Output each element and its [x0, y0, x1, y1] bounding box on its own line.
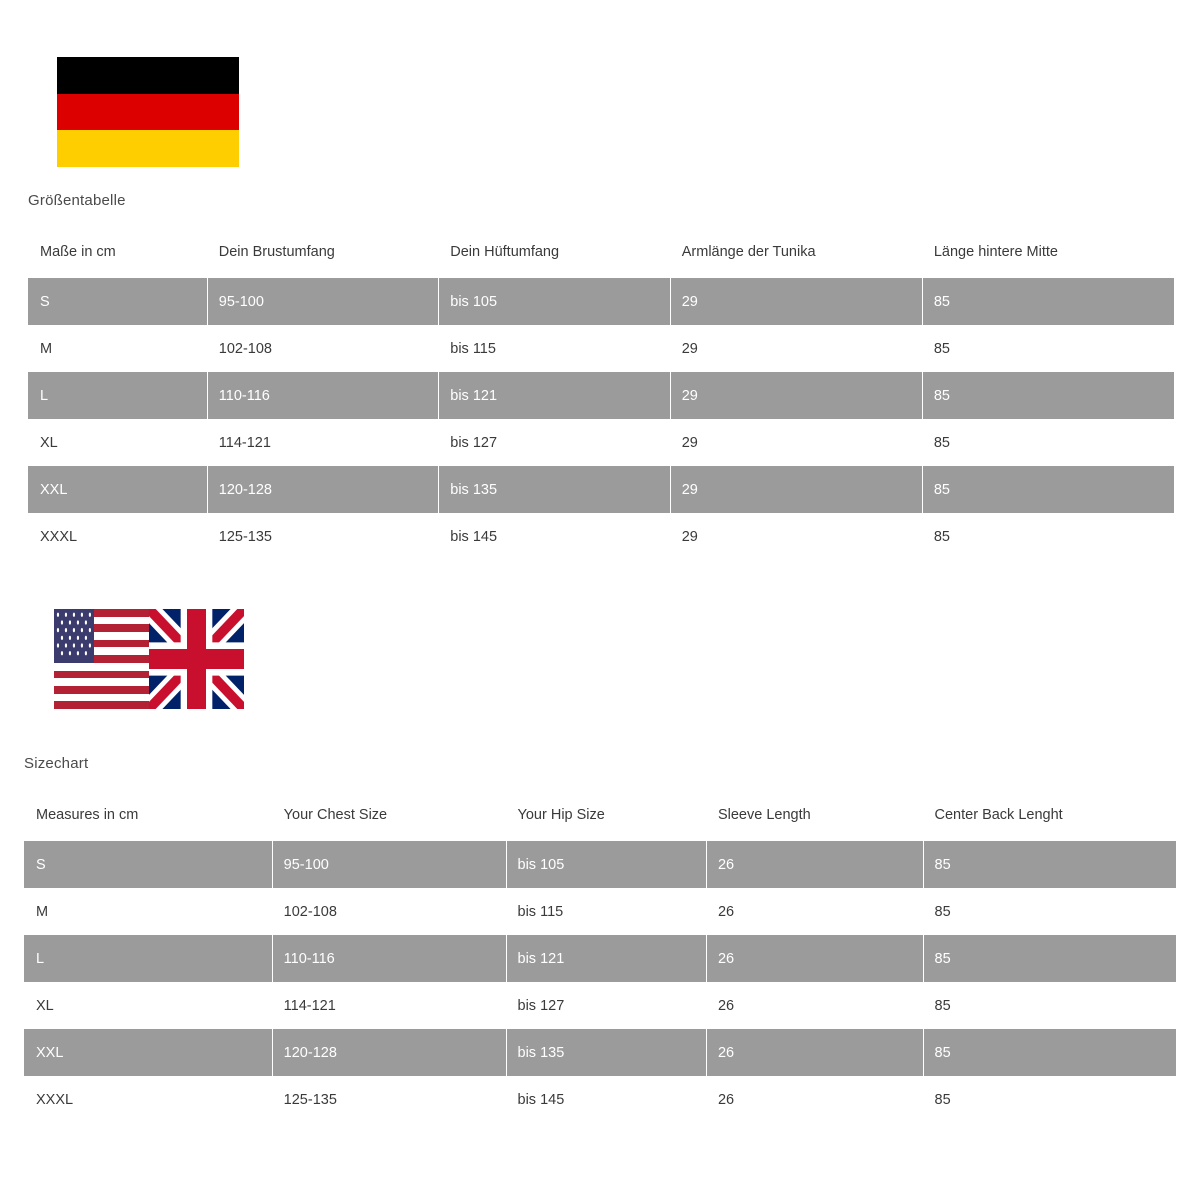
- german-flag-gold-band: [57, 130, 239, 167]
- table-cell: 110-116: [207, 372, 438, 419]
- table-cell: 29: [670, 325, 922, 372]
- table-cell: 110-116: [272, 935, 506, 982]
- table-cell: M: [28, 325, 207, 372]
- table-cell: 85: [922, 278, 1174, 325]
- table-cell: XL: [24, 982, 272, 1029]
- table-cell: 26: [706, 888, 923, 935]
- column-header: Maße in cm: [28, 232, 207, 278]
- table-cell: 26: [706, 1076, 923, 1123]
- table-cell: bis 121: [506, 935, 706, 982]
- table-cell: bis 121: [438, 372, 669, 419]
- english-size-table-body: [24, 841, 1176, 1123]
- german-flag-black-band: [57, 57, 239, 94]
- table-cell: M: [24, 888, 272, 935]
- table-cell: S: [28, 278, 207, 325]
- table-cell: 102-108: [207, 325, 438, 372]
- table-cell: 102-108: [272, 888, 506, 935]
- table-cell: 85: [923, 935, 1176, 982]
- column-header: Dein Hüftumfang: [438, 232, 669, 278]
- us-flag-half: [54, 609, 149, 709]
- table-row: [24, 1076, 1176, 1123]
- table-cell: bis 145: [438, 513, 669, 560]
- us-flag-canton: [54, 609, 94, 663]
- english-size-table: [24, 795, 1176, 1123]
- table-row: [24, 982, 1176, 1029]
- table-cell: bis 135: [506, 1029, 706, 1076]
- table-row: [24, 888, 1176, 935]
- table-cell: bis 127: [438, 419, 669, 466]
- table-cell: 85: [923, 1029, 1176, 1076]
- table-row: [28, 466, 1174, 513]
- table-row: [28, 372, 1174, 419]
- table-cell: 120-128: [207, 466, 438, 513]
- table-cell: bis 105: [438, 278, 669, 325]
- column-header: Measures in cm: [24, 795, 272, 841]
- table-cell: 29: [670, 466, 922, 513]
- table-cell: 85: [923, 1076, 1176, 1123]
- table-cell: 85: [922, 325, 1174, 372]
- table-cell: 26: [706, 982, 923, 1029]
- table-row: [28, 278, 1174, 325]
- column-header: Center Back Lenght: [923, 795, 1176, 841]
- column-header: Armlänge der Tunika: [670, 232, 922, 278]
- table-cell: 125-135: [207, 513, 438, 560]
- table-cell: XXXL: [28, 513, 207, 560]
- german-size-table: [28, 232, 1174, 560]
- column-header: Länge hintere Mitte: [922, 232, 1174, 278]
- table-row: [28, 325, 1174, 372]
- table-cell: 29: [670, 419, 922, 466]
- table-row: [24, 841, 1176, 888]
- table-cell: 95-100: [207, 278, 438, 325]
- table-cell: 114-121: [207, 419, 438, 466]
- table-cell: 120-128: [272, 1029, 506, 1076]
- table-row: [24, 1029, 1176, 1076]
- column-header: Your Chest Size: [272, 795, 506, 841]
- german-flag-red-band: [57, 94, 239, 131]
- table-cell: L: [24, 935, 272, 982]
- table-cell: bis 145: [506, 1076, 706, 1123]
- table-cell: 95-100: [272, 841, 506, 888]
- table-header-row: [28, 232, 1174, 278]
- table-row: [28, 513, 1174, 560]
- table-cell: 26: [706, 1029, 923, 1076]
- table-cell: bis 105: [506, 841, 706, 888]
- table-cell: 85: [922, 419, 1174, 466]
- table-cell: 85: [923, 982, 1176, 1029]
- table-cell: 85: [922, 372, 1174, 419]
- us-uk-flag-icon: [54, 609, 244, 709]
- table-cell: 26: [706, 841, 923, 888]
- table-cell: bis 127: [506, 982, 706, 1029]
- german-size-table-body: [28, 278, 1174, 560]
- table-cell: S: [24, 841, 272, 888]
- table-cell: bis 115: [438, 325, 669, 372]
- german-size-table-header: [28, 232, 1174, 278]
- table-cell: 85: [922, 513, 1174, 560]
- table-cell: 29: [670, 513, 922, 560]
- column-header: Your Hip Size: [506, 795, 706, 841]
- table-cell: bis 115: [506, 888, 706, 935]
- table-cell: 85: [923, 888, 1176, 935]
- german-size-chart-caption: Größentabelle: [28, 192, 126, 209]
- table-cell: XXL: [24, 1029, 272, 1076]
- table-cell: bis 135: [438, 466, 669, 513]
- table-cell: XL: [28, 419, 207, 466]
- table-cell: 125-135: [272, 1076, 506, 1123]
- table-cell: 29: [670, 278, 922, 325]
- table-cell: 26: [706, 935, 923, 982]
- table-cell: 85: [922, 466, 1174, 513]
- table-cell: L: [28, 372, 207, 419]
- table-cell: 114-121: [272, 982, 506, 1029]
- table-row: [24, 935, 1176, 982]
- table-cell: XXXL: [24, 1076, 272, 1123]
- table-cell: 85: [923, 841, 1176, 888]
- table-row: [28, 419, 1174, 466]
- column-header: Sleeve Length: [706, 795, 923, 841]
- english-size-table-header: [24, 795, 1176, 841]
- table-header-row: [24, 795, 1176, 841]
- table-cell: XXL: [28, 466, 207, 513]
- column-header: Dein Brustumfang: [207, 232, 438, 278]
- uk-flag-half: [149, 609, 244, 709]
- english-size-chart-caption: Sizechart: [24, 755, 89, 772]
- table-cell: 29: [670, 372, 922, 419]
- german-flag-icon: [57, 57, 239, 167]
